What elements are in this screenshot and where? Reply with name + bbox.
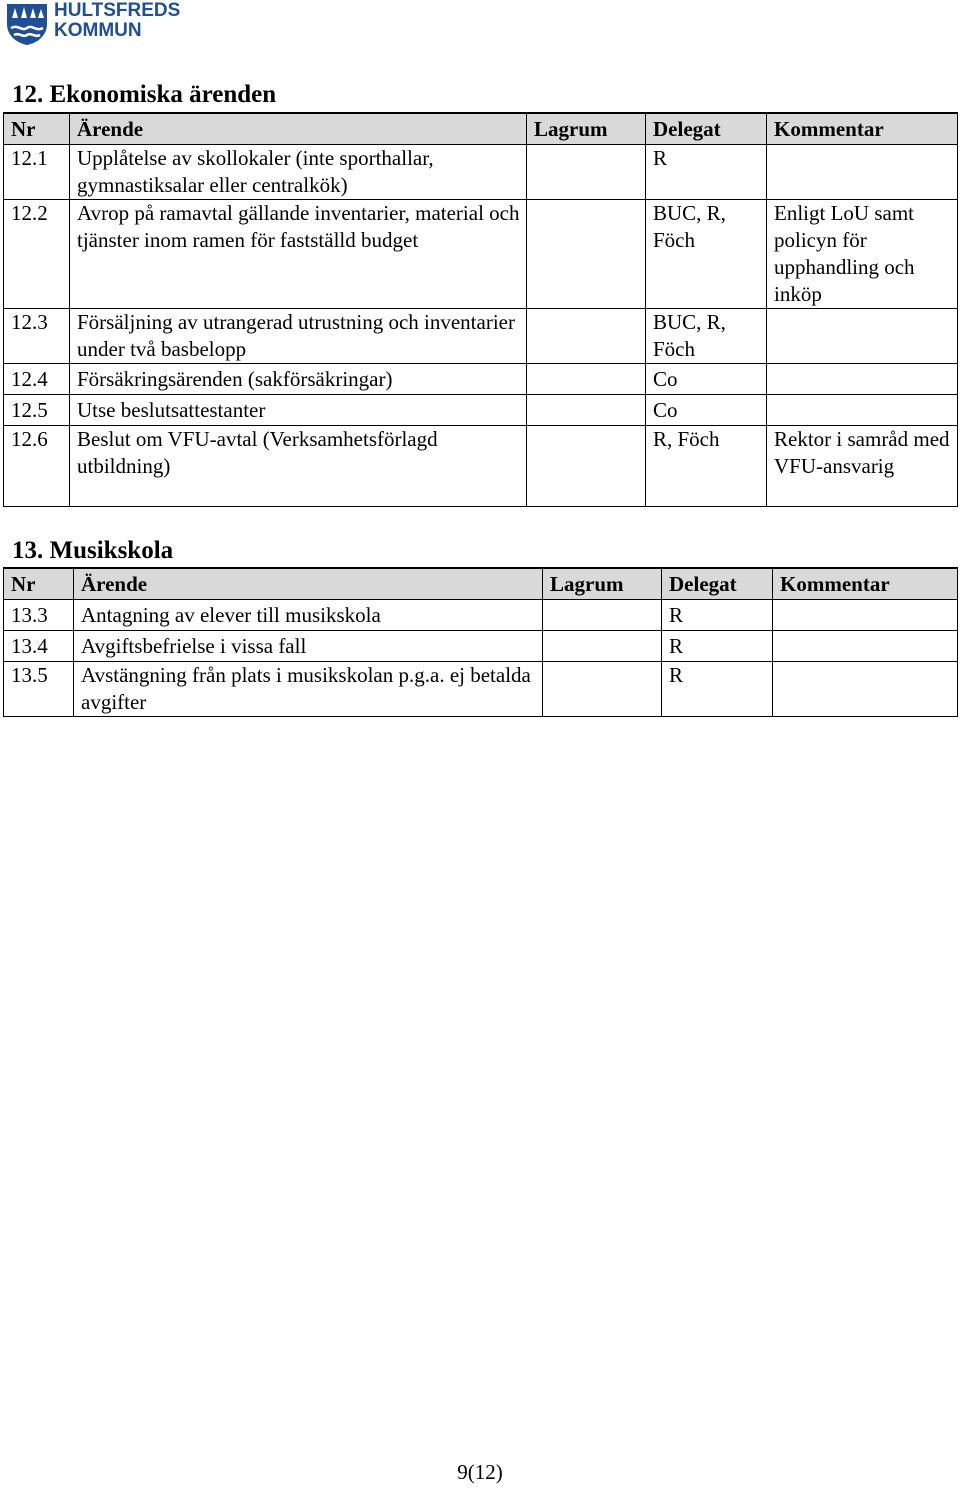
cell-kommentar (767, 364, 958, 395)
section-13-title: 13. Musikskola (12, 537, 174, 564)
cell-nr: 12.6 (4, 426, 70, 507)
table-row (4, 145, 958, 200)
cell-lagrum (527, 145, 646, 200)
cell-kommentar: Rektor i samråd med VFU-ansvarig (767, 426, 958, 507)
cell-kommentar: Enligt LoU samt policyn för upphandling och inköp (767, 200, 958, 309)
cell-arende: Antagning av elever till musikskola (74, 600, 543, 631)
cell-delegat: Co (646, 364, 767, 395)
table-header-row (4, 113, 958, 145)
table-row (4, 600, 958, 631)
header-lagrum: Lagrum (527, 113, 646, 145)
cell-nr: 12.4 (4, 364, 70, 395)
cell-lagrum (543, 631, 662, 662)
logo-wordmark (54, 1, 180, 41)
page-number: 9(12) (457, 1460, 503, 1484)
table-row (4, 662, 958, 717)
header-arende: Ärende (70, 113, 527, 145)
section-12-title: 12. Ekonomiska ärenden (12, 81, 277, 108)
header-lagrum: Lagrum (543, 568, 662, 600)
header-arende: Ärende (74, 568, 543, 600)
cell-delegat: Co (646, 395, 767, 426)
cell-arende: Avgiftsbefrielse i vissa fall (74, 631, 543, 662)
cell-kommentar (773, 600, 958, 631)
cell-lagrum (543, 600, 662, 631)
header-kommentar: Kommentar (773, 568, 958, 600)
cell-nr: 12.2 (4, 200, 70, 309)
header-nr: Nr (4, 568, 74, 600)
table-row (4, 200, 958, 309)
coat-of-arms-icon (6, 2, 48, 46)
table-row (4, 364, 958, 395)
cell-arende: Utse beslutsattestanter (70, 395, 527, 426)
logo-line-2: KOMMUN (54, 20, 142, 41)
table-row (4, 631, 958, 662)
header-delegat: Delegat (662, 568, 773, 600)
cell-arende: Avrop på ramavtal gällande inventarier, material och tjänster inom ramen för fastställd budget (70, 200, 527, 309)
table-row (4, 309, 958, 364)
cell-nr: 12.1 (4, 145, 70, 200)
cell-kommentar (773, 631, 958, 662)
cell-arende: Beslut om VFU-avtal (Verksamhetsförlagd utbildning) (70, 426, 527, 507)
cell-kommentar (773, 662, 958, 717)
logo-line-1: HULTSFREDS (54, 0, 181, 21)
cell-nr: 12.3 (4, 309, 70, 364)
cell-delegat: R (662, 631, 773, 662)
cell-lagrum (527, 426, 646, 507)
cell-kommentar (767, 395, 958, 426)
cell-lagrum (543, 662, 662, 717)
cell-delegat: R (662, 600, 773, 631)
cell-lagrum (527, 309, 646, 364)
cell-delegat: R, Föch (646, 426, 767, 507)
cell-delegat: BUC, R, Föch (646, 309, 767, 364)
cell-lagrum (527, 200, 646, 309)
cell-arende: Avstängning från plats i musikskolan p.g.a. ej betalda avgifter (74, 662, 543, 717)
section-12-table (3, 112, 958, 507)
cell-nr: 13.4 (4, 631, 74, 662)
cell-nr: 13.5 (4, 662, 74, 717)
cell-arende: Upplåtelse av skollokaler (inte sporthallar, gymnastiksalar eller centralkök) (70, 145, 527, 200)
cell-lagrum (527, 364, 646, 395)
table-row (4, 395, 958, 426)
cell-lagrum (527, 395, 646, 426)
cell-arende: Försäkringsärenden (sakförsäkringar) (70, 364, 527, 395)
cell-arende: Försäljning av utrangerad utrustning och inventarier under två basbelopp (70, 309, 527, 364)
cell-delegat: BUC, R, Föch (646, 200, 767, 309)
cell-kommentar (767, 309, 958, 364)
table-header-row (4, 568, 958, 600)
cell-delegat: R (646, 145, 767, 200)
table-row (4, 426, 958, 507)
municipality-logo (4, 0, 194, 48)
cell-delegat: R (662, 662, 773, 717)
header-delegat: Delegat (646, 113, 767, 145)
header-nr: Nr (4, 113, 70, 145)
cell-nr: 13.3 (4, 600, 74, 631)
section-13-table (3, 567, 958, 717)
cell-nr: 12.5 (4, 395, 70, 426)
cell-kommentar (767, 145, 958, 200)
header-kommentar: Kommentar (767, 113, 958, 145)
